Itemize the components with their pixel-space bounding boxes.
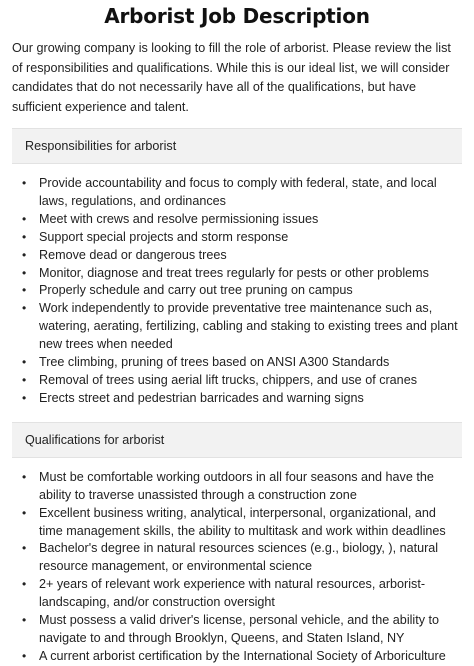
responsibility-item <box>22 372 462 390</box>
bullet-icon: • <box>22 211 27 226</box>
bullet-icon: • <box>22 372 27 387</box>
bullet-icon: • <box>22 505 27 520</box>
responsibility-item-text: Work independently to provide preventative tree maintenance such as, watering, aerating, fertilizing, cabling and staking to existing trees and plant new trees when needed <box>39 301 458 352</box>
responsibility-item-text: Monitor, diagnose and treat trees regularly for pests or other problems <box>39 265 429 280</box>
responsibility-item <box>22 265 462 283</box>
bullet-icon: • <box>22 613 27 628</box>
page-title: Arborist Job Description <box>104 4 370 28</box>
responsibility-item <box>22 175 462 211</box>
qualification-item-text: A current arborist certification by the International Society of Arboriculture <box>39 648 446 663</box>
bullet-icon: • <box>22 176 27 190</box>
bullet-icon: • <box>22 265 27 280</box>
qualification-item-text: Must be comfortable working outdoors in all four seasons and have the ability to traverse unassisted through a construction zone <box>39 469 434 502</box>
bullet-icon: • <box>22 648 27 663</box>
bullet-icon: • <box>22 390 27 405</box>
bullet-icon: • <box>22 283 27 298</box>
responsibility-item-text: Properly schedule and carry out tree pruning on campus <box>39 283 353 298</box>
responsibility-item <box>22 211 462 229</box>
responsibility-item-text: Meet with crews and resolve permissioning issues <box>39 211 319 226</box>
qualification-item <box>22 505 462 541</box>
qualification-item <box>22 469 462 505</box>
intro-paragraph: Our growing company is looking to fill the role of arborist. Please review the list of responsibilities and qualifications. While this is our ideal list, we will consider candidates that do not necessarily have all of the qualifications, but have sufficient experience and talent. <box>12 41 451 114</box>
qualification-item <box>22 540 462 576</box>
bullet-icon: • <box>22 229 27 244</box>
bullet-icon: • <box>22 247 27 262</box>
bullet-icon: • <box>22 469 27 484</box>
responsibility-item-text: Tree climbing, pruning of trees based on ANSI A300 Standards <box>39 355 390 370</box>
responsibility-item <box>22 300 462 354</box>
qualifications-heading: Qualifications for arborist <box>12 422 462 458</box>
qualification-item-text: Bachelor's degree in natural resources sciences (e.g., biology, ), natural resource management, or environmental science <box>39 541 439 574</box>
qualification-item <box>22 648 462 666</box>
bullet-icon: • <box>22 355 27 370</box>
qualification-item <box>22 612 462 648</box>
responsibility-item <box>22 247 462 265</box>
responsibility-item <box>22 390 462 408</box>
qualification-item <box>22 576 462 612</box>
bullet-icon: • <box>22 301 27 316</box>
responsibility-item <box>22 229 462 247</box>
responsibilities-heading: Responsibilities for arborist <box>12 128 462 164</box>
responsibilities-list <box>12 175 462 408</box>
section-spacer <box>12 408 462 411</box>
responsibility-item-text: Support special projects and storm response <box>39 229 289 244</box>
qualifications-list <box>12 469 462 666</box>
qualification-item-text: Excellent business writing, analytical, interpersonal, organizational, and time management skills, the ability to multitask and work within deadlines <box>39 505 446 538</box>
responsibility-item-text: Erects street and pedestrian barricades and warning signs <box>39 390 364 405</box>
responsibility-item <box>22 354 462 372</box>
bullet-icon: • <box>22 577 27 592</box>
qualification-item-text: 2+ years of relevant work experience with natural resources, arborist-landscaping, and/or construction oversight <box>39 577 426 610</box>
responsibility-item-text: Provide accountability and focus to comply with federal, state, and local laws, regulations, and ordinances <box>39 176 437 208</box>
responsibility-item-text: Remove dead or dangerous trees <box>39 247 227 262</box>
qualification-item-text: Must possess a valid driver's license, personal vehicle, and the ability to navigate to and through Brooklyn, Queens, and Staten Island, NY <box>39 613 440 645</box>
responsibility-item-text: Removal of trees using aerial lift trucks, chippers, and use of cranes <box>39 372 417 387</box>
responsibility-item <box>22 282 462 300</box>
bullet-icon: • <box>22 541 27 556</box>
